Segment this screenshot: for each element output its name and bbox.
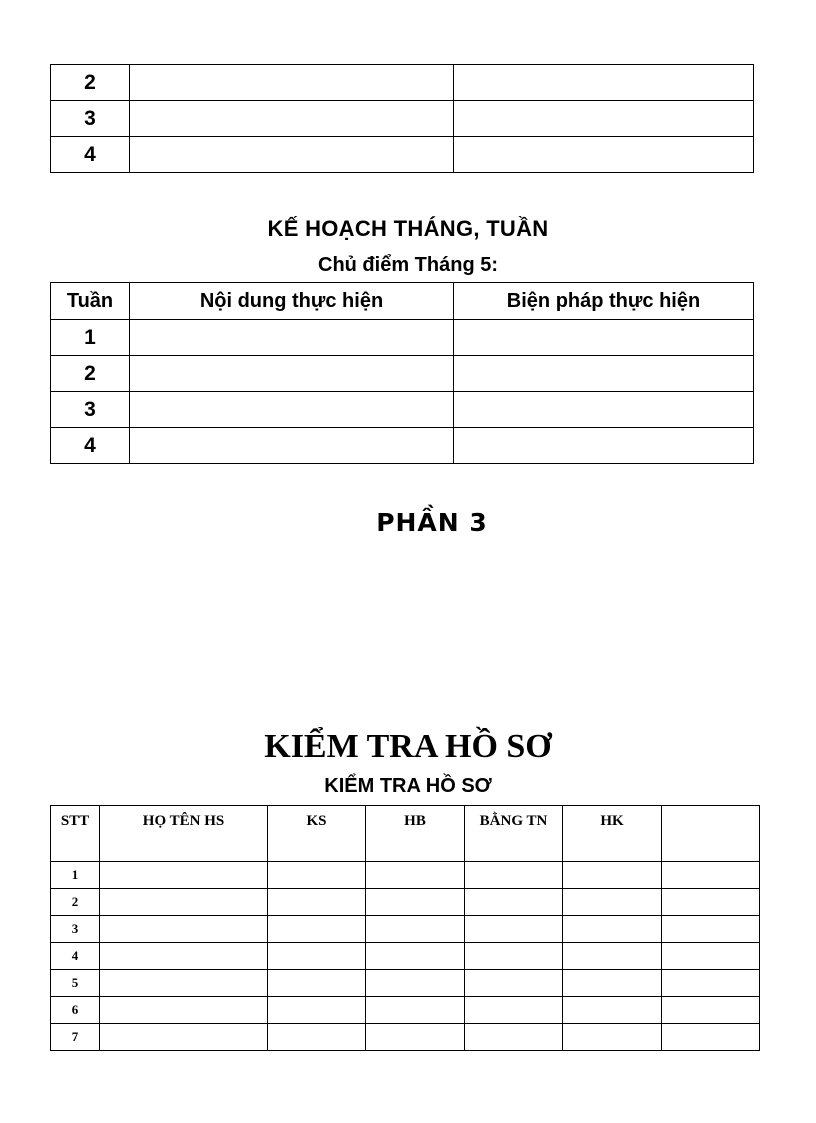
header-student-name: HỌ TÊN HS: [100, 806, 268, 862]
row-number: 5: [51, 970, 100, 997]
cell: [662, 889, 760, 916]
cell: [268, 997, 366, 1024]
row-number: 4: [51, 943, 100, 970]
cell: [268, 943, 366, 970]
cell: [563, 862, 662, 889]
cell: [465, 1024, 563, 1051]
cell: [563, 1024, 662, 1051]
cell: [366, 889, 465, 916]
table-row: [51, 392, 754, 428]
records-table: [50, 805, 760, 1051]
cell: [268, 889, 366, 916]
table-header-row: [51, 806, 760, 862]
measures-cell: [454, 101, 754, 137]
cell: [465, 970, 563, 997]
content-cell: [130, 137, 454, 173]
week-number: 3: [51, 101, 130, 137]
week-number: 2: [51, 65, 130, 101]
table-row: [51, 137, 754, 173]
cell: [100, 889, 268, 916]
table-row: [51, 943, 760, 970]
week-number: 3: [51, 392, 130, 428]
table-row: [51, 320, 754, 356]
week-number: 2: [51, 356, 130, 392]
cell: [100, 1024, 268, 1051]
cell: [465, 997, 563, 1024]
cell: [268, 916, 366, 943]
week-number: 4: [51, 137, 130, 173]
table-row: [51, 101, 754, 137]
header-stt: STT: [51, 806, 100, 862]
cell: [366, 943, 465, 970]
cell: [366, 970, 465, 997]
content-cell: [130, 320, 454, 356]
content-cell: [130, 65, 454, 101]
cell: [662, 943, 760, 970]
weekly-plan-table: [50, 282, 754, 464]
cell: [465, 889, 563, 916]
row-number: 3: [51, 916, 100, 943]
cell: [366, 862, 465, 889]
row-number: 6: [51, 997, 100, 1024]
content-cell: [130, 101, 454, 137]
cell: [366, 916, 465, 943]
row-number: 2: [51, 889, 100, 916]
cell: [662, 970, 760, 997]
cell: [100, 943, 268, 970]
plan-title: KẾ HOẠCH THÁNG, TUẦN: [267, 216, 549, 241]
header-extra: [662, 806, 760, 862]
header-diploma-text: BẰNG TN: [479, 813, 548, 829]
cell: [563, 970, 662, 997]
cell: [465, 916, 563, 943]
cell: [662, 916, 760, 943]
cell: [100, 916, 268, 943]
cell: [268, 862, 366, 889]
table-row: [51, 997, 760, 1024]
table-row: [51, 428, 754, 464]
cell: [100, 862, 268, 889]
part-title: PHẦN 3: [376, 508, 488, 537]
cell: [563, 943, 662, 970]
cell: [268, 970, 366, 997]
content-cell: [130, 392, 454, 428]
row-number: 7: [51, 1024, 100, 1051]
cell: [662, 997, 760, 1024]
table-header-row: [51, 283, 754, 320]
cell: [465, 943, 563, 970]
header-week: Tuần: [51, 283, 130, 320]
cell: [563, 997, 662, 1024]
cell: [366, 997, 465, 1024]
cell: [465, 862, 563, 889]
header-ks: KS: [268, 806, 366, 862]
week-number: 4: [51, 428, 130, 464]
plan-subtitle: Chủ điểm Tháng 5:: [318, 254, 498, 276]
measures-cell: [454, 356, 754, 392]
table-row: [51, 65, 754, 101]
header-hk: HK: [563, 806, 662, 862]
table-row: [51, 1024, 760, 1051]
table-row: [51, 970, 760, 997]
header-measures: Biện pháp thực hiện: [454, 283, 754, 320]
content-cell: [130, 428, 454, 464]
table-row: [51, 862, 760, 889]
cell: [563, 889, 662, 916]
row-number: 1: [51, 862, 100, 889]
cell: [100, 970, 268, 997]
measures-cell: [454, 428, 754, 464]
cell: [366, 1024, 465, 1051]
measures-cell: [454, 392, 754, 428]
content-cell: [130, 356, 454, 392]
weekly-plan-table-continued: [50, 64, 754, 173]
table-row: [51, 356, 754, 392]
cell: [100, 997, 268, 1024]
table-row: [51, 889, 760, 916]
measures-cell: [454, 65, 754, 101]
records-title-large: KIỂM TRA HỒ SƠ: [264, 728, 552, 765]
header-hb: HB: [366, 806, 465, 862]
week-number: 1: [51, 320, 130, 356]
measures-cell: [454, 320, 754, 356]
cell: [662, 862, 760, 889]
cell: [563, 916, 662, 943]
records-title-small: KIỂM TRA HỒ SƠ: [324, 775, 492, 797]
header-diploma: [465, 806, 563, 862]
cell: [268, 1024, 366, 1051]
header-content: Nội dung thực hiện: [130, 283, 454, 320]
cell: [662, 1024, 760, 1051]
table-row: [51, 916, 760, 943]
measures-cell: [454, 137, 754, 173]
